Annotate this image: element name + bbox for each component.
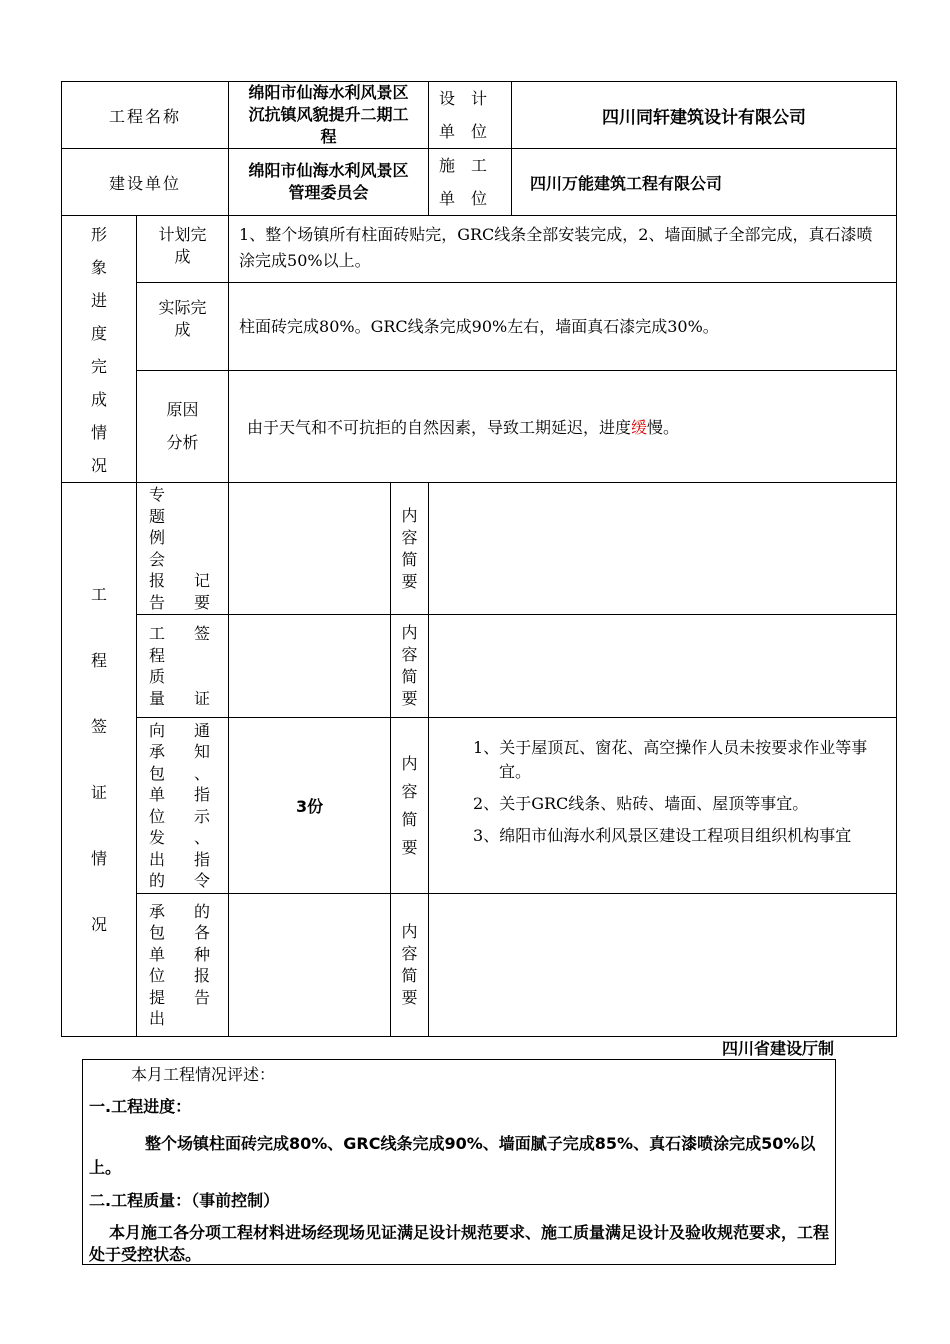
construction-unit-label: 施 工 单 位 (429, 149, 512, 216)
construction-unit-value: 四川万能建筑工程有限公司 (512, 149, 897, 216)
quality-cert-content-label: 内 容 简 要 (391, 615, 429, 718)
contractor-report-content (429, 894, 897, 1037)
quality-heading: 二.工程质量：（事前控制） (89, 1191, 280, 1210)
contractor-report-content-label: 内 容 简 要 (391, 894, 429, 1037)
owner-value: 绵阳市仙海水利风景区管理委员会 (229, 149, 429, 216)
project-name-label: 工程名称 (62, 82, 229, 149)
project-report-table (61, 81, 897, 1037)
quality-summary-text: 本月施工各分项工程材料进场经现场见证满足设计规范要求、施工质量满足设计及验收规范要求，工程处于受控状态。 (89, 1223, 830, 1264)
notice-count: 3份 (229, 718, 391, 894)
meeting-report-count (229, 483, 391, 615)
reason-value: 由于天气和不可抗拒的自然因素，导致工期延迟，进度缓慢。 (229, 370, 897, 482)
progress-summary-text: 整个场镇柱面砖完成80%、GRC线条完成90%、墙面腻子完成85%、真石漆喷涂完成50%以上。 (89, 1134, 816, 1177)
notice-content (429, 718, 897, 894)
notice-item: 2、关于GRC线条、贴砖、墙面、屋顶等事宜。 (473, 794, 809, 813)
highlighted-char: 缓 (631, 417, 648, 437)
notice-item: 1、关于屋顶瓦、窗花、高空操作人员未按要求作业等事宜。 (473, 738, 868, 781)
planned-value: 1、整个场镇所有柱面砖贴完，GRC线条全部安装完成，2、墙面腻子全部完成，真石漆喷涂完成50%以上。 (229, 216, 897, 283)
reason-label: 原因 分析 (137, 370, 229, 482)
notice-label: 向 承 包 单 位 发 出 的 通 知 、 指 示 、 指 令 (137, 718, 229, 894)
meeting-report-content-label: 内 容 简 要 (391, 483, 429, 615)
project-name-value: 绵阳市仙海水利风景区沉抗镇风貌提升二期工程 (229, 82, 429, 149)
meeting-report-label: 专 题 例 会 报 告 记 要 (137, 483, 229, 615)
issuer-footer: 四川省建设厅制 (722, 1039, 835, 1058)
contractor-report-count (229, 894, 391, 1037)
certification-section-label: 工 程 签 证 情 况 (62, 483, 137, 1037)
notice-item: 3、绵阳市仙海水利风景区建设工程项目组织机构事宜 (473, 826, 852, 845)
quality-cert-label: 工 程 质 量 签 证 (137, 615, 229, 718)
notice-content-label: 内 容 简 要 (391, 718, 429, 894)
quality-cert-content (429, 615, 897, 718)
design-unit-value: 四川同轩建筑设计有限公司 (512, 82, 897, 149)
actual-value: 柱面砖完成80%。GRC线条完成90%左右，墙面真石漆完成30%。 (229, 283, 897, 371)
progress-heading: 一.工程进度： (89, 1097, 192, 1116)
quality-cert-count (229, 615, 391, 718)
design-unit-label: 设 计 单 位 (429, 82, 512, 149)
planned-label: 计划完成 (137, 216, 229, 283)
meeting-report-content (429, 483, 897, 615)
summary-intro: 本月工程情况评述： (131, 1065, 276, 1084)
contractor-report-label: 承 包 单 位 提 出 的 各 种 报 告 (137, 894, 229, 1037)
monthly-summary-box (82, 1059, 836, 1265)
progress-section-label: 形 象 进 度 完 成 情 况 (62, 216, 137, 483)
actual-label: 实际完成 (137, 283, 229, 371)
owner-label: 建设单位 (62, 149, 229, 216)
